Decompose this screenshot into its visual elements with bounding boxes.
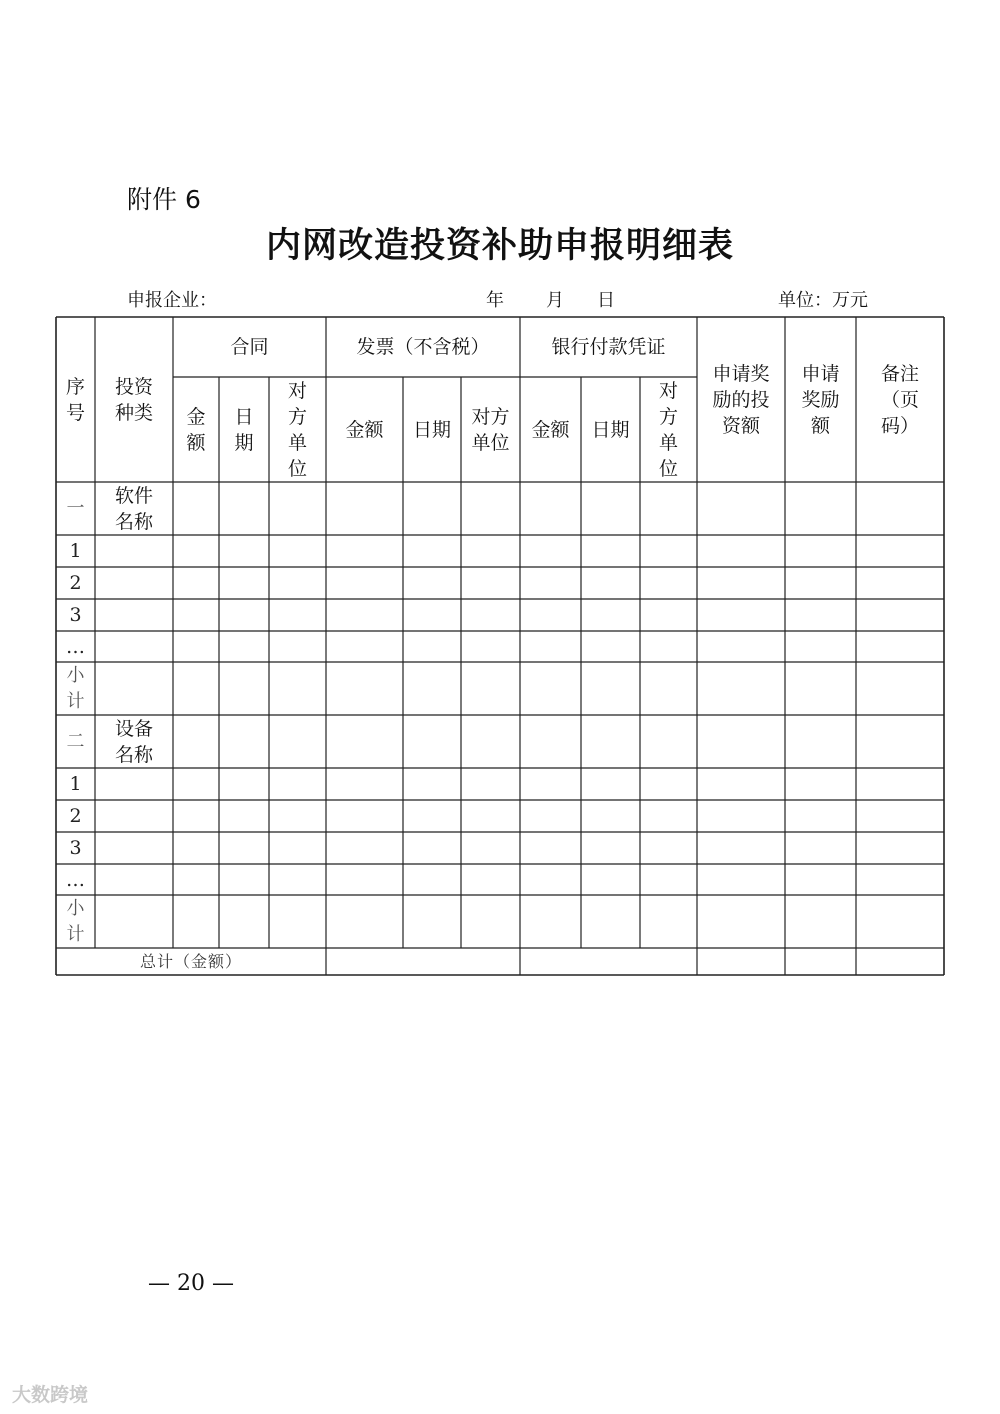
row-seq: … (66, 635, 85, 658)
attachment-label: 附件 6 (127, 185, 201, 214)
row-seq: 1 (69, 773, 82, 795)
total-label: 总计（金额） (139, 951, 242, 971)
unit-label: 单位：万元 (778, 290, 868, 311)
bank-amount-header: 金额 (531, 418, 570, 441)
row-type: 软件名称 (114, 484, 153, 533)
row-type: 设备名称 (114, 717, 153, 766)
header-reward-investment: 申请奖励的投资额 (712, 362, 770, 437)
row-seq: 3 (69, 604, 82, 626)
row-seq: 一 (66, 497, 85, 519)
bank-counterparty-header: 对方单位 (658, 379, 678, 480)
header-seq: 序号 (65, 375, 85, 424)
header-invoice: 发票（不含税） (356, 336, 490, 358)
row-subtotal: 小计 (66, 664, 85, 712)
row-seq: 3 (69, 837, 82, 859)
header-reward-amount: 申请奖励额 (801, 362, 840, 437)
contract-date-header: 日期 (234, 405, 254, 454)
document-title: 内网改造投资补助申报明细表 (265, 225, 734, 266)
row-seq: 1 (69, 540, 82, 562)
year-label: 年 (486, 290, 504, 311)
watermark: 大数跨境 (12, 1384, 89, 1406)
invoice-date-header: 日期 (412, 418, 451, 441)
contract-counterparty-header: 对方单位 (287, 379, 307, 480)
applicant-label: 申报企业： (127, 290, 217, 311)
row-seq: 2 (69, 572, 82, 594)
row-seq: … (66, 868, 85, 891)
row-seq: 2 (69, 805, 82, 827)
contract-amount-header: 金额 (186, 405, 206, 454)
row-seq: 二 (66, 730, 85, 752)
day-label: 日 (597, 290, 615, 311)
header-investment-type: 投资种类 (114, 375, 153, 424)
bank-date-header: 日期 (591, 418, 630, 441)
row-subtotal: 小计 (66, 897, 85, 945)
invoice-amount-header: 金额 (345, 418, 384, 441)
header-remark: 备注（页码） (880, 362, 919, 437)
header-contract: 合同 (230, 336, 269, 358)
invoice-counterparty-header: 对方单位 (471, 405, 510, 454)
month-label: 月 (546, 290, 564, 311)
page-number: — 20 — (148, 1271, 234, 1296)
header-bank-voucher: 银行付款凭证 (551, 336, 666, 358)
